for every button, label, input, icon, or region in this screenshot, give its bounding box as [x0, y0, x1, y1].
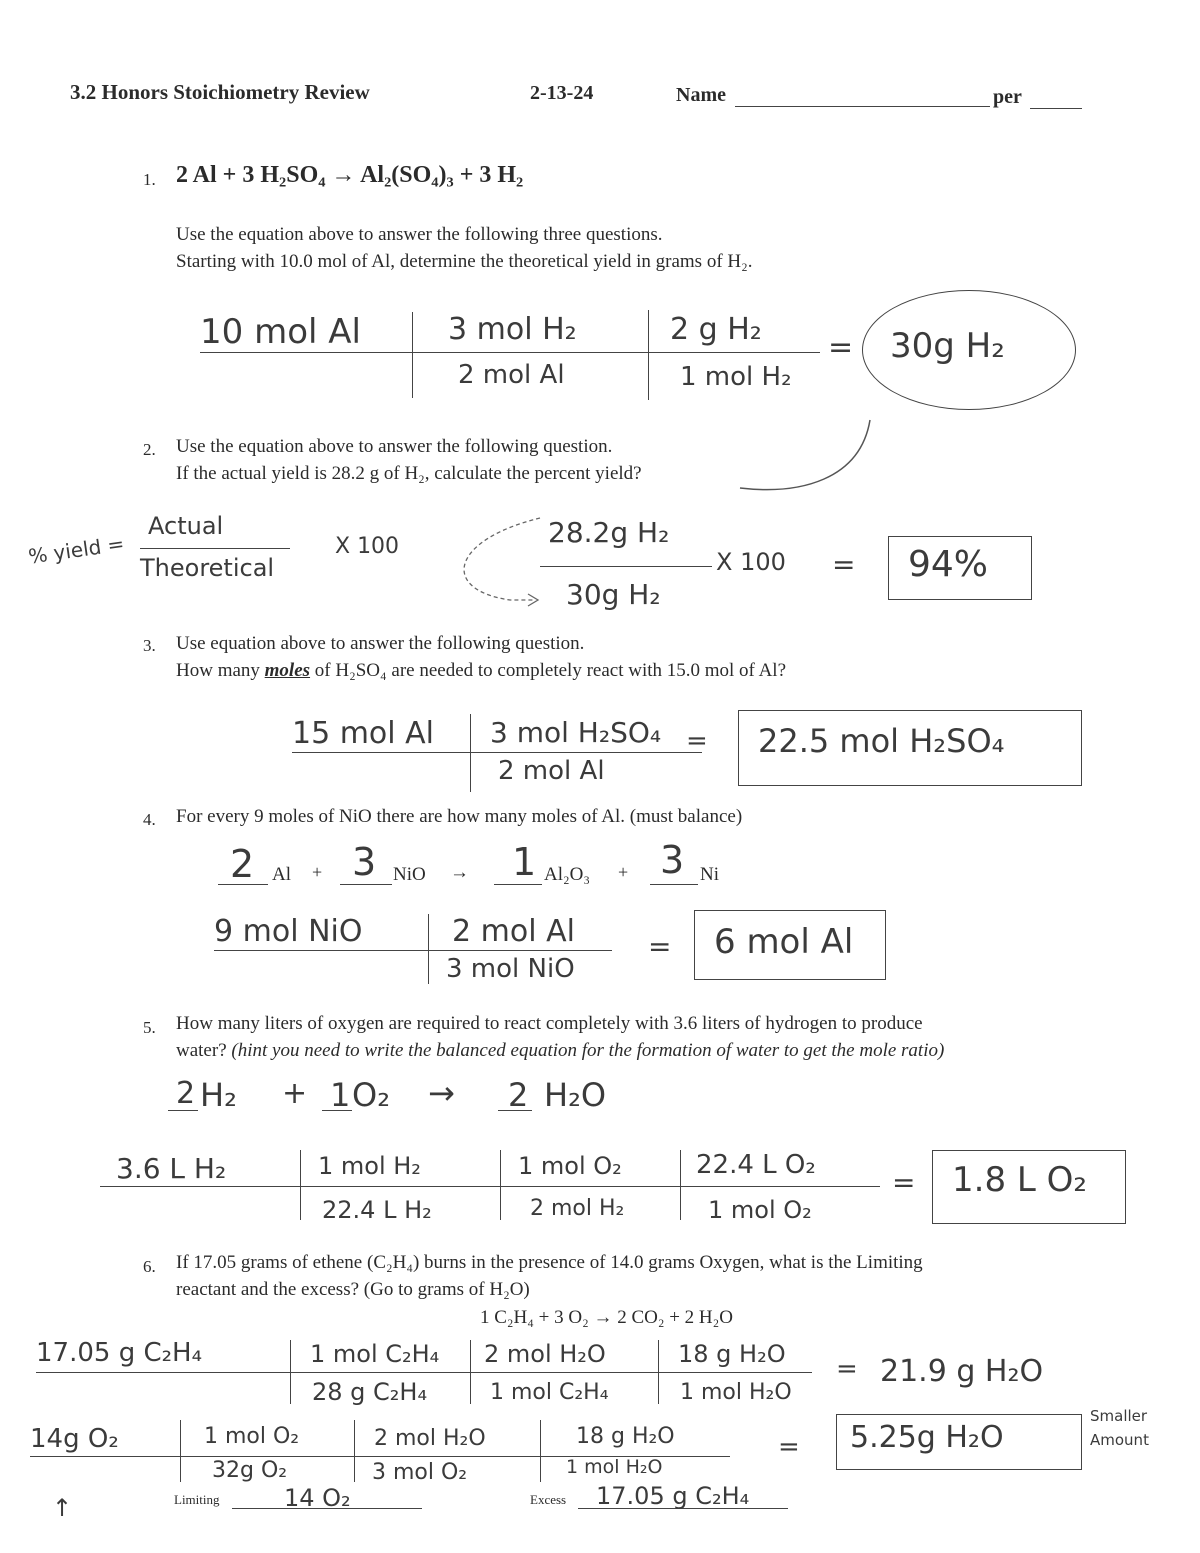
q4-divider — [428, 914, 429, 984]
q6-row2-given: 14g O₂ — [30, 1424, 119, 1454]
q2-formula-theoretical: Theoretical — [140, 554, 275, 582]
q6-number: 6. — [143, 1257, 156, 1276]
q1-molar-top: 2 g H₂ — [670, 312, 762, 347]
q6-row1-divider-1 — [290, 1340, 291, 1404]
q5-fraction-line — [100, 1186, 880, 1187]
q2-equals: = — [832, 548, 856, 581]
q4-al2o3: Al₂O₃ — [544, 864, 590, 885]
q4-nio: NiO — [393, 864, 426, 885]
q3-answer: 22.5 mol H₂SO₄ — [758, 722, 1005, 760]
q2-instruction: Use the equation above to answer the following question. — [176, 436, 613, 457]
q5-o2: O₂ — [352, 1076, 391, 1114]
q3-moles-emphasis: moles — [264, 660, 311, 681]
q5-number: 5. — [143, 1018, 156, 1037]
q5-h2: H₂ — [200, 1076, 237, 1114]
q5-f2-top: 1 mol O₂ — [518, 1152, 622, 1180]
q3-given: 15 mol Al — [292, 716, 435, 751]
q5-f1-top: 1 mol H₂ — [318, 1152, 421, 1180]
q2-actual-value: 28.2g H₂ — [548, 516, 670, 549]
q2-formula-label: % yield = — [26, 531, 126, 569]
q3-number: 3. — [143, 636, 156, 655]
q6-row1-divider-2 — [470, 1340, 471, 1404]
q2-formula-times: X 100 — [335, 534, 400, 559]
q6-row1-f1-top: 1 mol C₂H₄ — [310, 1340, 440, 1368]
q1-given: 10 mol Al — [200, 312, 361, 352]
q3-instruction: Use equation above to answer the following question. — [176, 633, 585, 654]
q4-fraction-line — [214, 950, 612, 951]
q5-blank-h2 — [168, 1110, 198, 1111]
name-blank[interactable] — [735, 106, 990, 107]
q5-given: 3.6 L H₂ — [116, 1152, 227, 1185]
q1-ratio-top: 3 mol H₂ — [448, 312, 577, 347]
q6-row1-fraction-line — [36, 1372, 812, 1373]
q2-number: 2. — [143, 440, 156, 459]
q6-row1-equals: = — [836, 1354, 858, 1384]
worksheet-date: 2-13-24 — [530, 82, 594, 104]
q6-row1-answer: 21.9 g H₂O — [880, 1354, 1044, 1389]
worksheet-title: 3.2 Honors Stoichiometry Review — [70, 80, 370, 104]
q6-row2-f3-bottom: 1 mol H₂O — [566, 1456, 663, 1478]
q5-answer: 1.8 L O₂ — [952, 1160, 1088, 1200]
q3-ratio-bottom: 2 mol Al — [498, 756, 605, 786]
name-label: Name — [676, 84, 726, 106]
q2-fraction-line — [540, 566, 712, 567]
q6-row2-equals: = — [778, 1432, 800, 1462]
smaller-amount-note: Smaller Amount — [1090, 1407, 1149, 1449]
carry-over-arrow — [440, 400, 900, 620]
q6-row2-divider-3 — [540, 1420, 541, 1482]
q5-question: How many liters of oxygen are required to react completely with 3.6 liters of hydrogen to produce — [176, 1013, 923, 1034]
q6-row2-f2-top: 2 mol H₂O — [374, 1426, 486, 1451]
q2-formula-actual: Actual — [148, 512, 224, 540]
q4-arrow: → — [450, 862, 469, 883]
q2-answer: 94% — [908, 544, 989, 585]
q1-divider-2 — [648, 310, 649, 400]
q6-row1-f2-bottom: 1 mol C₂H₄ — [490, 1380, 609, 1405]
q1-divider-1 — [412, 312, 413, 398]
q4-coef-al2o3: 1 — [512, 840, 537, 884]
q1-equation: 2 Al + 3 H₂SO₄ → Al₂(SO₄)₃ + 3 H₂ — [176, 162, 524, 188]
q3-fraction-line — [292, 752, 702, 753]
q6-row1-given: 17.05 g C₂H₄ — [36, 1338, 203, 1368]
q5-equals: = — [892, 1166, 916, 1199]
q6-row2-answer: 5.25g H₂O — [850, 1420, 1004, 1455]
q5-coef-h2o: 2 — [508, 1076, 529, 1114]
q1-number: 1. — [143, 170, 156, 189]
excess-label: Excess — [530, 1492, 567, 1507]
q5-question-end: water? — [176, 1040, 232, 1061]
q5-f3-top: 22.4 L O₂ — [696, 1150, 816, 1180]
q4-question: For every 9 moles of NiO there are how many moles of Al. (must balance) — [176, 806, 743, 827]
q6-row2-divider-1 — [180, 1420, 181, 1482]
q5-f2-bottom: 2 mol H₂ — [530, 1196, 625, 1221]
q3-equals: = — [686, 726, 708, 756]
q6-question: If 17.05 grams of ethene (C₂H₄) burns in the presence of 14.0 grams Oxygen, what is the Limiting — [176, 1252, 923, 1273]
q4-coef-nio: 3 — [352, 840, 377, 884]
q4-ratio-bottom: 3 mol NiO — [446, 954, 575, 984]
q2-question: If the actual yield is 28.2 g of H₂, calculate the percent yield? — [176, 463, 642, 484]
q4-equals: = — [648, 930, 672, 963]
q4-al: Al — [272, 864, 291, 885]
q5-hint: (hint you need to write the balanced equation for the formation of water to get the mole ratio) — [231, 1040, 945, 1061]
q6-row1-f2-top: 2 mol H₂O — [484, 1340, 606, 1368]
q4-blank-al — [218, 884, 268, 885]
q4-number: 4. — [143, 810, 156, 829]
q1-fraction-line — [200, 352, 820, 353]
q3-question-end: of H₂SO₄ are needed to completely react with 15.0 mol of Al? — [310, 660, 787, 681]
q4-coef-ni: 3 — [660, 838, 685, 882]
q1-instruction: Use the equation above to answer the following three questions. — [176, 224, 663, 245]
q5-blank-o2 — [322, 1110, 352, 1111]
q5-blank-h2o — [498, 1110, 532, 1111]
limiting-label: Limiting — [174, 1492, 220, 1507]
q4-given: 9 mol NiO — [214, 914, 363, 949]
q2-theoretical-value: 30g H₂ — [566, 578, 661, 611]
q4-coef-al: 2 — [230, 842, 255, 886]
up-arrow-icon: ↑ — [52, 1494, 73, 1522]
q4-blank-ni — [650, 884, 698, 885]
q5-plus: + — [282, 1076, 308, 1111]
q6-row1-divider-3 — [658, 1340, 659, 1404]
q5-f3-bottom: 1 mol O₂ — [708, 1196, 812, 1224]
q4-answer: 6 mol Al — [714, 922, 854, 962]
q6-row2-f2-bottom: 3 mol O₂ — [372, 1460, 468, 1485]
q3-question — [176, 660, 786, 682]
q3-divider — [470, 714, 471, 792]
q6-equation: 1 C₂H₄ + 3 O₂ → 2 CO₂ + 2 H₂O — [480, 1307, 734, 1328]
q6-row2-f3-top: 18 g H₂O — [576, 1424, 675, 1449]
q5-f1-bottom: 22.4 L H₂ — [322, 1196, 432, 1224]
q5-question-hint — [176, 1040, 944, 1062]
q4-ni: Ni — [700, 864, 719, 885]
q4-blank-al2o3 — [494, 884, 542, 885]
q3-question-start: How many — [176, 660, 265, 681]
q2-times-100: X 100 — [716, 548, 786, 576]
q6-row1-f1-bottom: 28 g C₂H₄ — [312, 1378, 428, 1406]
q6-row2-f1-bottom: 32g O₂ — [212, 1458, 288, 1483]
q6-row1-f3-top: 18 g H₂O — [678, 1340, 786, 1368]
per-blank[interactable] — [1030, 108, 1082, 109]
q5-h2o: H₂O — [544, 1076, 607, 1114]
q1-answer: 30g H₂ — [890, 326, 1005, 366]
q5-divider-1 — [300, 1150, 301, 1220]
q5-divider-2 — [500, 1150, 501, 1220]
limiting-value: 14 O₂ — [284, 1484, 351, 1512]
q4-ratio-top: 2 mol Al — [452, 914, 575, 949]
q1-molar-bottom: 1 mol H₂ — [680, 362, 792, 392]
excess-value: 17.05 g C₂H₄ — [596, 1482, 750, 1510]
q6-row1-f3-bottom: 1 mol H₂O — [680, 1380, 792, 1405]
q1-question: Starting with 10.0 mol of Al, determine the theoretical yield in grams of H₂. — [176, 251, 753, 272]
q4-plus-1: + — [312, 862, 323, 882]
q6-row2-divider-2 — [354, 1420, 355, 1482]
q1-ratio-bottom: 2 mol Al — [458, 360, 565, 390]
q4-plus-2: + — [618, 862, 629, 882]
q5-coef-o2: 1 — [330, 1076, 351, 1114]
q5-arrow: → — [428, 1074, 455, 1112]
per-label: per — [993, 86, 1022, 108]
q5-divider-3 — [680, 1150, 681, 1220]
q6-row2-f1-top: 1 mol O₂ — [204, 1424, 300, 1449]
q6-question-end: reactant and the excess? (Go to grams of H₂O) — [176, 1279, 530, 1300]
q3-ratio-top: 3 mol H₂SO₄ — [490, 716, 662, 749]
q2-formula-line — [140, 548, 290, 549]
q5-coef-h2: 2 — [176, 1076, 196, 1111]
q4-blank-nio — [340, 884, 392, 885]
q1-equals: = — [828, 330, 854, 365]
